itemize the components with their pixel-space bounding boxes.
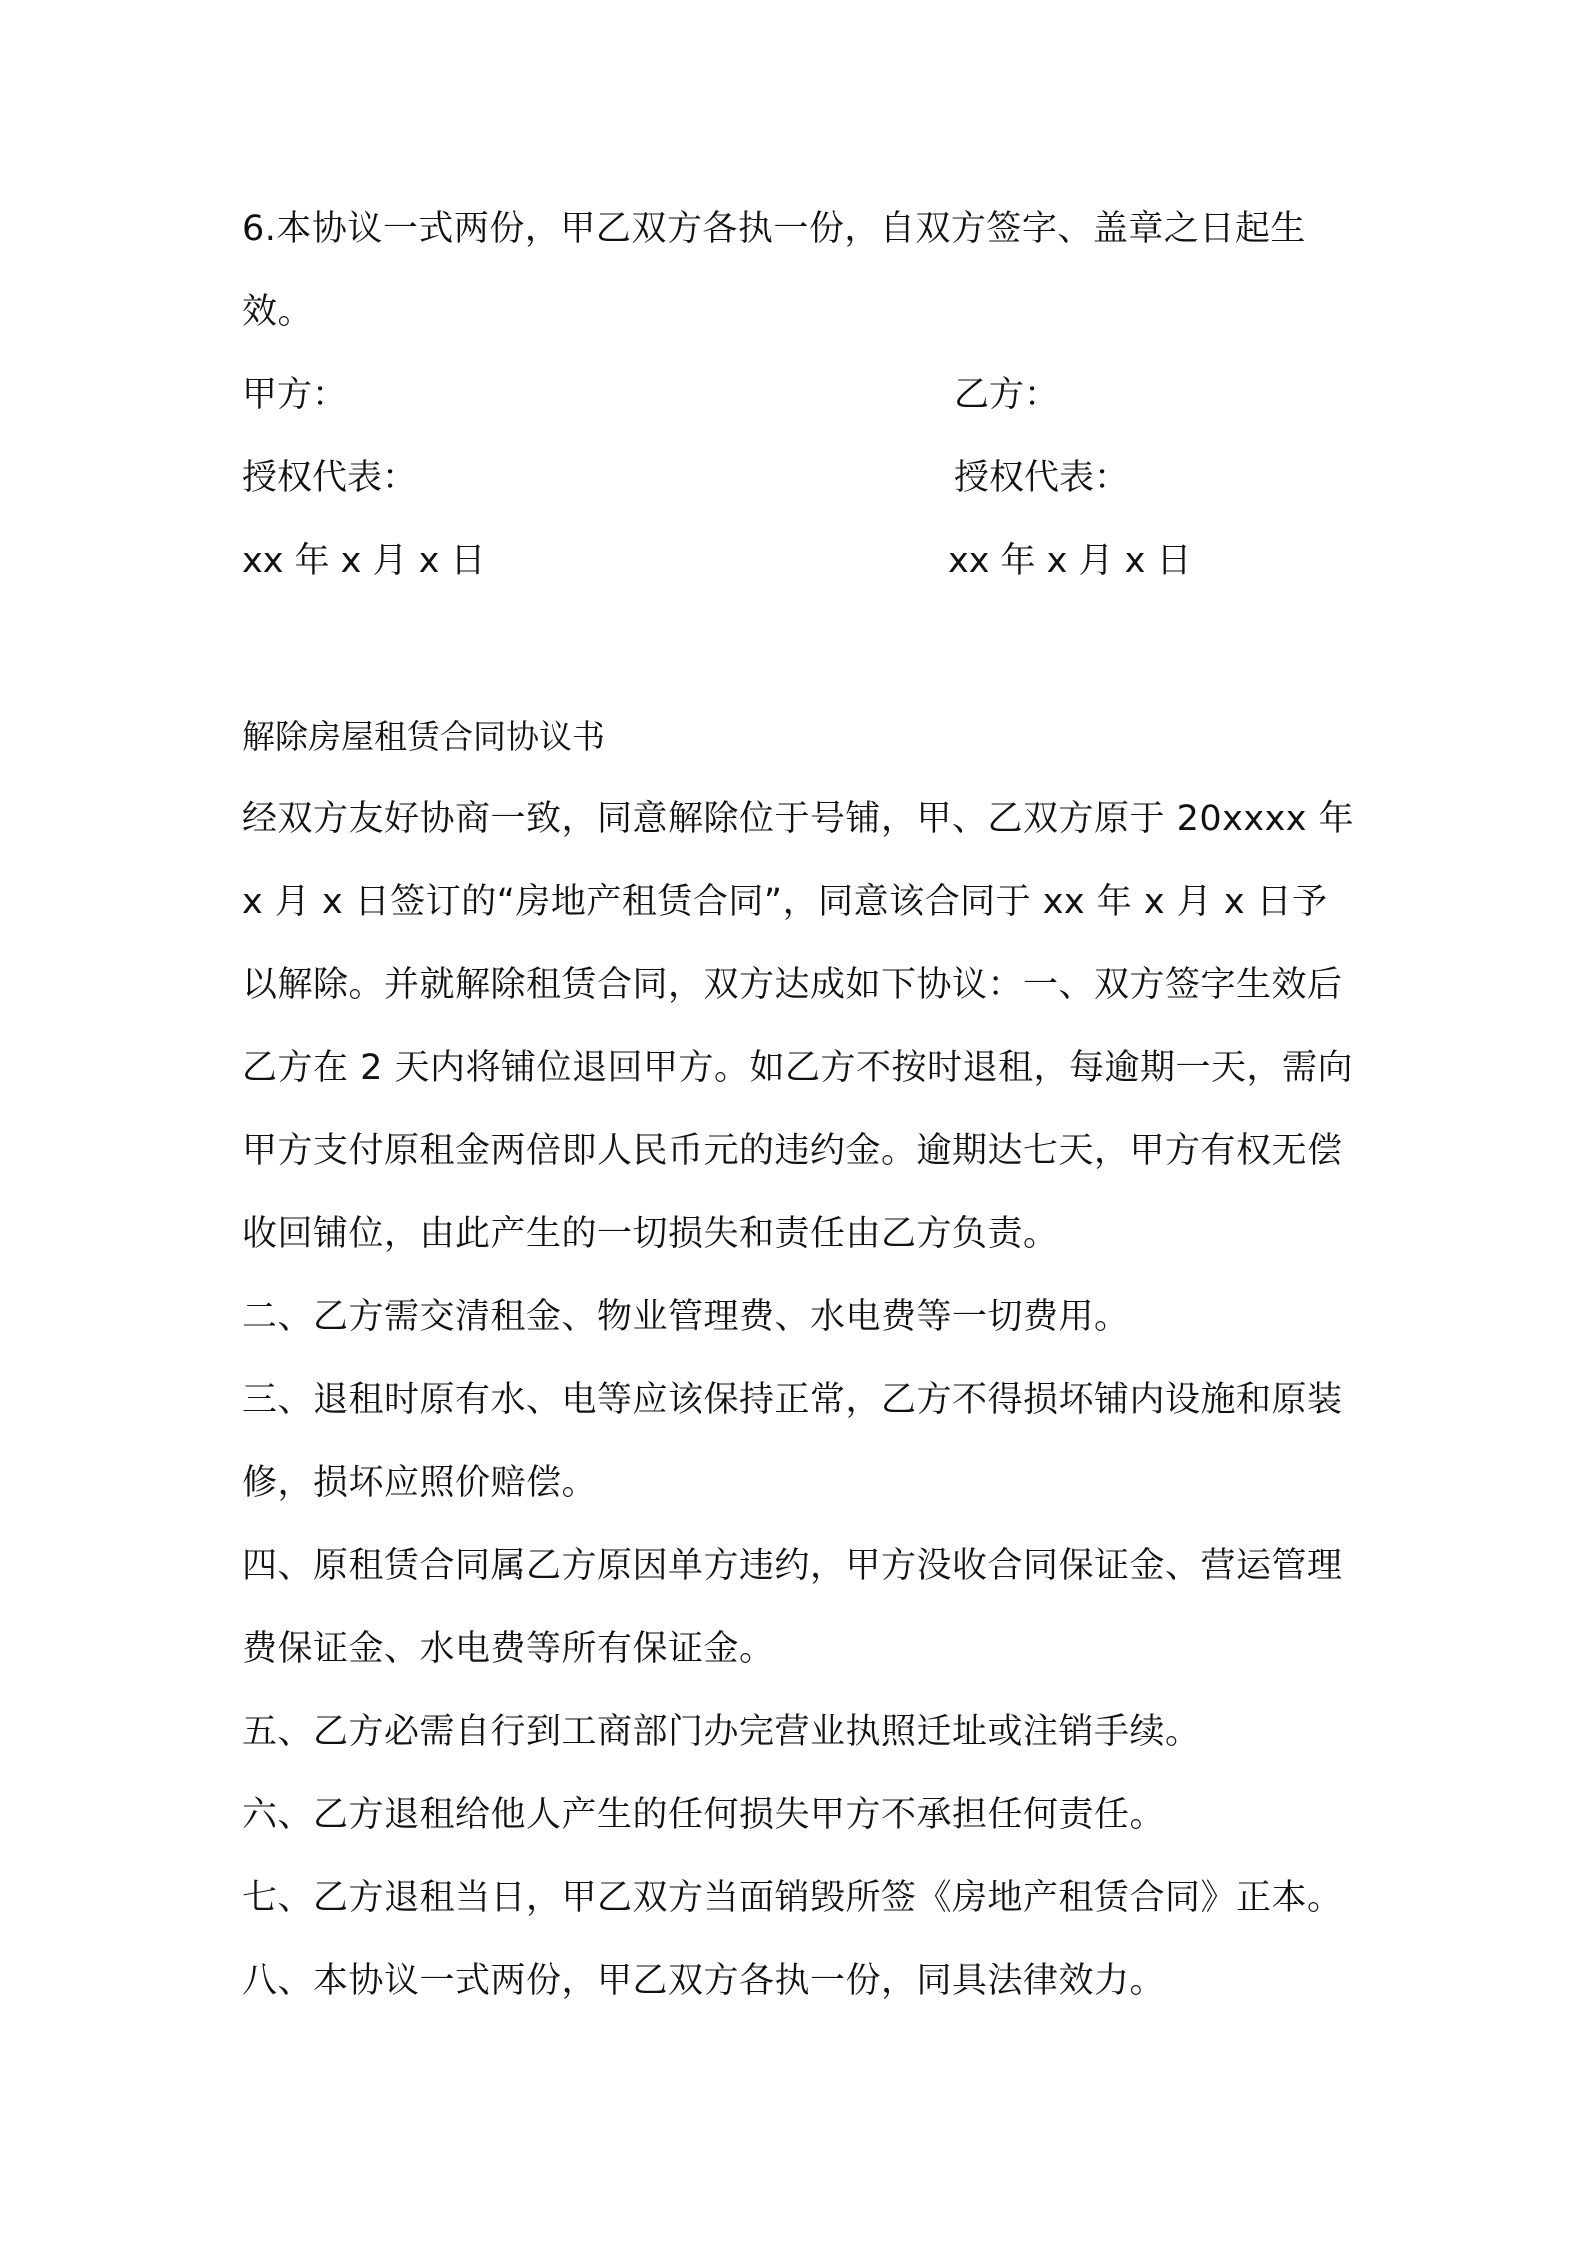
date-b: xx 年 x 月 x 日 xyxy=(948,541,1192,581)
agreement-item-2: 二、乙方需交清租金、物业管理费、水电费等一切费用。 xyxy=(242,1297,1130,1337)
party-row xyxy=(242,354,1362,437)
date-a: xx 年 x 月 x 日 xyxy=(242,541,486,581)
agreement-title: 解除房屋租赁合同协议书 xyxy=(242,717,605,756)
agreement-item-8: 八、本协议一式两份，甲乙双方各执一份，同具法律效力。 xyxy=(242,1961,1166,2001)
party-b-label: 乙方： xyxy=(954,375,1060,415)
agreement-item-3: 三、退租时原有水、电等应该保持正常，乙方不得损坏铺内设施和原装修，损坏应照价赔偿。 xyxy=(242,1380,1343,1503)
agreement-intro-paragraph: 经双方友好协商一致，同意解除位于号铺，甲、乙双方原于 20xxxx 年 x 月 x 日签订的“房地产租赁合同”，同意该合同于 xx 年 x 月 x 日予以解除。并就解除租赁合同，双方达成如下协议：一、双方签字生效后乙方在 2 天内将铺位退回甲方。如乙方不按时退租，每逾期一天，需向甲方支付原租金两倍即人民币元的违约金。逾期达七天，甲方有权无偿收回铺位，由此产生的一切损失和责任由乙方负责。 xyxy=(242,799,1355,1254)
agreement-item-7: 七、乙方退租当日，甲乙双方当面销毁所签《房地产租赁合同》正本。 xyxy=(242,1878,1343,1918)
rep-b-label: 授权代表： xyxy=(954,458,1130,498)
agreement-item-5: 五、乙方必需自行到工商部门办完营业执照迁址或注销手续。 xyxy=(242,1712,1201,1752)
clause-6-paragraph: 6.本协议一式两份，甲乙双方各执一份，自双方签字、盖章之日起生效。 xyxy=(242,209,1306,332)
party-a-label: 甲方： xyxy=(242,375,348,415)
rep-a-label: 授权代表： xyxy=(242,458,418,498)
agreement-item-6: 六、乙方退租给他人产生的任何损失甲方不承担任何责任。 xyxy=(242,1795,1166,1835)
representative-row xyxy=(242,437,1362,520)
date-row xyxy=(242,520,1362,603)
agreement-item-4: 四、原租赁合同属乙方原因单方违约，甲方没收合同保证金、营运管理费保证金、水电费等所有保证金。 xyxy=(242,1546,1343,1669)
